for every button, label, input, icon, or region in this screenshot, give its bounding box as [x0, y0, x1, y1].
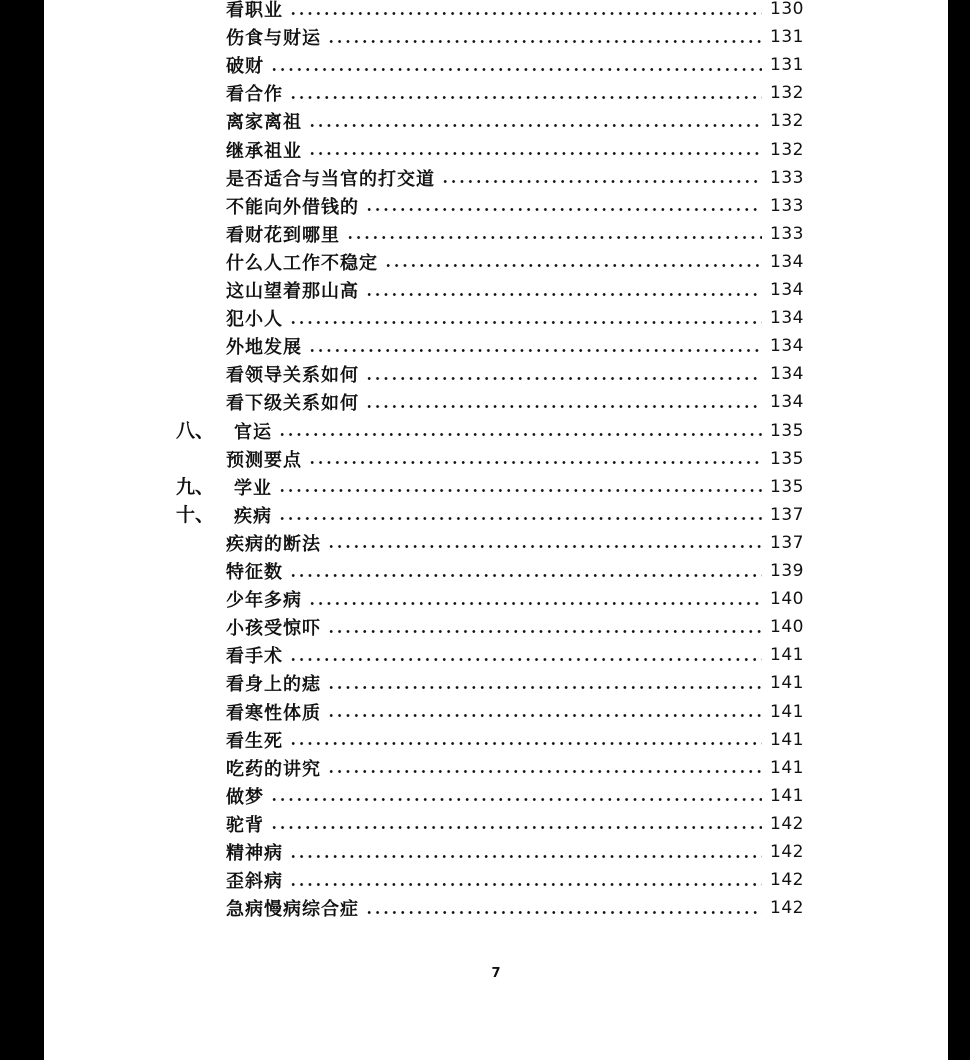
toc-row	[44, 669, 948, 697]
table-of-contents	[44, 0, 948, 930]
toc-entry-title: 看下级关系如何	[226, 393, 359, 415]
toc-section-entry	[226, 388, 804, 416]
toc-entry-title: 学业	[234, 477, 272, 499]
toc-entry-title: 精神病	[226, 843, 283, 864]
dot-leader	[308, 602, 762, 605]
dot-leader	[365, 405, 762, 408]
dot-leader	[365, 911, 762, 914]
toc-entry-page: 132	[770, 111, 804, 132]
toc-entry-page: 134	[770, 251, 804, 272]
toc-entry-page: 142	[770, 813, 804, 834]
toc-entry-page: 134	[770, 364, 804, 385]
toc-entry-page: 134	[770, 336, 804, 357]
dot-leader	[327, 770, 762, 773]
toc-entry-title: 小孩受惊吓	[226, 618, 321, 640]
dot-leader	[278, 517, 762, 520]
toc-row	[44, 585, 948, 613]
toc-section-entry	[226, 838, 804, 866]
toc-section-entry	[226, 23, 804, 51]
toc-section-entry	[226, 585, 804, 613]
toc-entry-page: 137	[770, 504, 804, 525]
dot-leader	[289, 742, 762, 745]
toc-entry-page: 137	[770, 532, 804, 553]
toc-section-entry	[226, 810, 804, 838]
toc-entry-title: 做梦	[226, 786, 264, 808]
dot-leader	[289, 855, 762, 858]
dot-leader	[289, 96, 762, 99]
toc-entry-title: 官运	[234, 421, 272, 443]
toc-entry-title: 疾病的断法	[226, 533, 321, 555]
toc-section-entry	[226, 332, 804, 360]
toc-entry-title: 看合作	[226, 84, 283, 106]
toc-section-entry	[226, 445, 804, 473]
toc-entry-title: 看手术	[226, 646, 283, 668]
toc-entry-page: 134	[770, 392, 804, 413]
toc-chapter-number: 九、	[176, 475, 215, 498]
toc-row	[44, 220, 948, 248]
toc-section-entry	[226, 0, 804, 23]
dot-leader	[365, 377, 762, 380]
toc-section-entry	[226, 698, 804, 726]
toc-entry-title: 疾病	[234, 505, 272, 527]
toc-row	[44, 192, 948, 220]
toc-row	[44, 23, 948, 51]
toc-row	[44, 332, 948, 360]
dot-leader	[289, 12, 762, 15]
dot-leader	[308, 349, 762, 352]
toc-entry-title: 外地发展	[226, 337, 302, 359]
toc-entry-title: 破财	[226, 56, 264, 78]
toc-entry-page: 141	[770, 645, 804, 666]
toc-row	[44, 866, 948, 894]
toc-section-entry	[226, 164, 804, 192]
dot-leader	[327, 545, 762, 548]
toc-entry-page: 133	[770, 223, 804, 244]
dot-leader	[270, 826, 762, 829]
toc-entry-title: 什么人工作不稳定	[226, 252, 378, 274]
toc-entry-page: 139	[770, 561, 804, 581]
toc-row	[44, 698, 948, 726]
toc-section-entry	[226, 220, 804, 248]
toc-entry-title: 急病慢病综合症	[226, 899, 359, 921]
toc-section-entry	[226, 304, 804, 332]
toc-section-entry	[226, 107, 804, 135]
dot-leader	[270, 68, 762, 71]
dot-leader	[289, 658, 762, 661]
toc-entry-page: 133	[770, 167, 804, 188]
toc-entry-title: 继承祖业	[226, 140, 302, 162]
dot-leader	[327, 714, 762, 717]
toc-chapter-entry	[234, 473, 804, 501]
toc-row	[44, 445, 948, 473]
toc-section-entry	[226, 248, 804, 276]
toc-entry-page: 141	[770, 729, 804, 750]
toc-row	[44, 107, 948, 135]
toc-entry-title: 看领导关系如何	[226, 365, 359, 387]
toc-entry-title: 是否适合与当官的打交道	[226, 168, 435, 190]
toc-entry-page: 141	[770, 673, 804, 694]
dot-leader	[308, 152, 762, 155]
toc-row	[44, 529, 948, 557]
toc-row	[44, 79, 948, 107]
toc-row	[44, 388, 948, 416]
toc-entry-page: 142	[770, 870, 804, 891]
dot-leader	[270, 798, 762, 801]
toc-section-entry	[226, 782, 804, 810]
toc-section-entry	[226, 613, 804, 641]
toc-row	[44, 726, 948, 754]
toc-entry-title: 离家离祖	[226, 112, 302, 134]
toc-entry-page: 141	[770, 757, 804, 778]
toc-row	[44, 501, 948, 529]
toc-entry-title: 少年多病	[226, 590, 302, 612]
toc-chapter-number: 八、	[176, 419, 215, 442]
toc-entry-title: 看寒性体质	[226, 702, 321, 724]
toc-entry-page: 131	[770, 55, 804, 76]
toc-entry-title: 歪斜病	[226, 871, 283, 893]
dot-leader	[327, 686, 762, 689]
dot-leader	[327, 630, 762, 633]
toc-section-entry	[226, 192, 804, 220]
dot-leader	[441, 180, 762, 183]
toc-entry-title: 特征数	[226, 562, 283, 583]
toc-row	[44, 164, 948, 192]
toc-row	[44, 304, 948, 332]
toc-row	[44, 782, 948, 810]
toc-row	[44, 810, 948, 838]
toc-row	[44, 557, 948, 585]
toc-entry-page: 135	[770, 448, 804, 469]
toc-entry-title: 预测要点	[226, 449, 302, 471]
toc-entry-page: 132	[770, 83, 804, 104]
toc-entry-title: 看财花到哪里	[226, 224, 340, 246]
document-page	[44, 0, 948, 1060]
toc-entry-page: 140	[770, 617, 804, 638]
dot-leader	[327, 40, 762, 43]
toc-section-entry	[226, 669, 804, 697]
toc-entry-title: 看身上的痣	[226, 674, 321, 696]
toc-chapter-number: 十、	[176, 503, 215, 526]
toc-section-entry	[226, 641, 804, 669]
toc-row	[44, 248, 948, 276]
toc-entry-page: 142	[770, 898, 804, 919]
dot-leader	[289, 883, 762, 886]
toc-row	[44, 417, 948, 445]
toc-entry-title: 看职业	[226, 0, 283, 21]
dot-leader	[289, 321, 762, 324]
toc-entry-page: 134	[770, 308, 804, 329]
toc-section-entry	[226, 51, 804, 79]
toc-section-entry	[226, 529, 804, 557]
toc-entry-title: 看生死	[226, 730, 283, 752]
toc-row	[44, 136, 948, 164]
toc-row	[44, 754, 948, 782]
toc-row	[44, 613, 948, 641]
toc-row	[44, 360, 948, 388]
toc-section-entry	[226, 79, 804, 107]
toc-row	[44, 641, 948, 669]
toc-row	[44, 838, 948, 866]
dot-leader	[384, 264, 762, 267]
toc-entry-page: 135	[770, 420, 804, 441]
toc-section-entry	[226, 754, 804, 782]
toc-chapter-entry	[234, 501, 804, 529]
dot-leader	[308, 461, 762, 464]
toc-section-entry	[226, 726, 804, 754]
toc-row	[44, 51, 948, 79]
toc-entry-title: 伤食与财运	[226, 28, 321, 50]
toc-entry-page: 142	[770, 842, 804, 862]
toc-entry-title: 驼背	[226, 814, 264, 836]
toc-entry-page: 131	[770, 27, 804, 48]
toc-entry-title: 吃药的讲究	[226, 758, 321, 780]
toc-entry-page: 135	[770, 476, 804, 497]
toc-entry-page: 133	[770, 195, 804, 216]
dot-leader	[308, 124, 762, 127]
toc-entry-page: 141	[770, 701, 804, 722]
toc-entry-title: 犯小人	[226, 309, 283, 331]
dot-leader	[365, 208, 762, 211]
dot-leader	[346, 236, 762, 239]
toc-row	[44, 0, 948, 23]
toc-section-entry	[226, 136, 804, 164]
toc-entry-page: 130	[770, 0, 804, 19]
dot-leader	[278, 433, 762, 436]
dot-leader	[365, 293, 762, 296]
toc-entry-page: 141	[770, 785, 804, 806]
toc-row	[44, 473, 948, 501]
toc-row	[44, 276, 948, 304]
toc-entry-page: 140	[770, 589, 804, 610]
toc-section-entry	[226, 866, 804, 894]
dot-leader	[289, 574, 762, 577]
toc-section-entry	[226, 276, 804, 304]
toc-section-entry	[226, 360, 804, 388]
toc-entry-title: 这山望着那山高	[226, 281, 359, 302]
toc-row	[44, 894, 948, 922]
toc-chapter-entry	[234, 417, 804, 445]
page-number: 7	[491, 966, 501, 981]
toc-section-entry	[226, 557, 804, 585]
dot-leader	[278, 489, 762, 492]
toc-entry-title: 不能向外借钱的	[226, 196, 359, 218]
toc-entry-page: 132	[770, 139, 804, 160]
toc-entry-page: 134	[770, 280, 804, 300]
toc-section-entry	[226, 894, 804, 922]
